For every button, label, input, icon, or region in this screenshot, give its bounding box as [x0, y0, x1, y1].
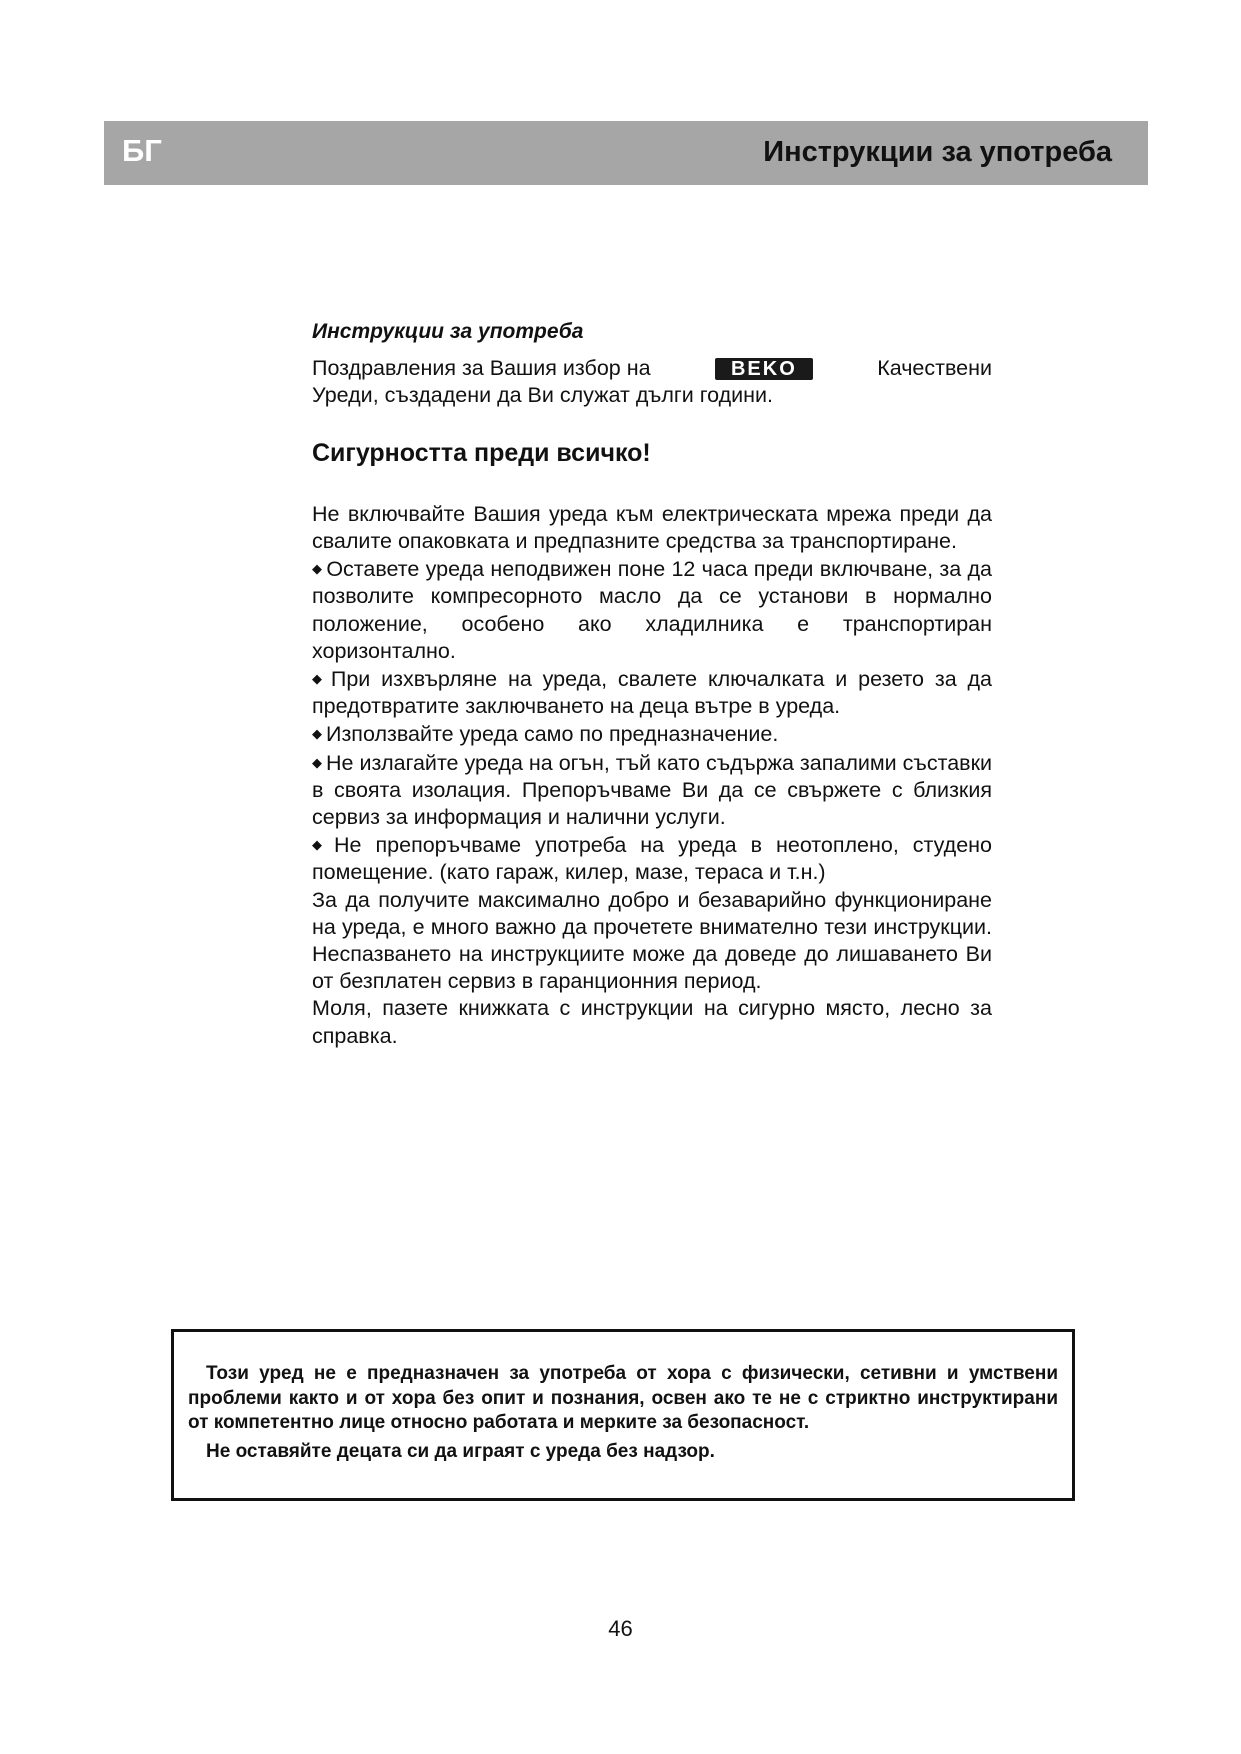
bullet-diamond-icon: ◆ — [312, 837, 331, 853]
bullet-diamond-icon: ◆ — [312, 754, 323, 770]
paragraph-connection: Не включвайте Вашия уреда към електрическата мрежа преди да свалите опаковката и предпазните средства за транспортиране. — [312, 501, 992, 554]
brand-logo: BEKO — [715, 358, 813, 380]
list-item: ◆ Използвайте уреда само по предназначение. — [312, 722, 779, 747]
language-code: БГ — [122, 133, 162, 168]
list-item: ◆ Оставете уреда неподвижен поне 12 часа преди включване, за да позволите компресорното масло да се установи в нормално положение, особено ако хладилника е транспортиран хоризонтално. — [312, 557, 993, 663]
warning-text: Този уред не е предназначен за употреба от хора с физически, сетивни и умствени проблеми както и от хора без опит и познания, освен ако те не с стриктно инструктирани от компетентно лице относно работата и мерките за безопасност. — [188, 1363, 1058, 1433]
bullet-diamond-icon: ◆ — [312, 561, 323, 577]
bullet-diamond-icon: ◆ — [312, 726, 322, 742]
bullet-diamond-icon: ◆ — [312, 671, 327, 687]
intro-part2: Качествени — [877, 356, 992, 381]
intro-line2: Уреди, създадени да Ви служат дълги години. — [312, 383, 773, 408]
page-number: 46 — [608, 1616, 633, 1641]
document-subtitle: Инструкции за употреба — [312, 320, 584, 343]
intro-part1: Поздравления за Вашия избор на — [312, 356, 651, 381]
main-content — [312, 318, 992, 1050]
header-bar — [104, 121, 1148, 185]
list-item: ◆ Не препоръчваме употреба на уреда в неотоплено, студено помещение. (като гараж, килер, мазе, тераса и т.н.) — [312, 833, 993, 885]
list-item: ◆ Не излагайте уреда на огън, тъй като съдържа запалими съставки в своята изолация. Препоръчваме Ви да се свържете с близкия сервиз за информация и налични услуги. — [312, 750, 992, 830]
list-item: ◆ При изхвърляне на уреда, свалете ключалката и резето за да предотвратите заключването на деца вътре в уреда. — [312, 667, 992, 719]
warning-box — [171, 1329, 1075, 1501]
warning-children-text: Не оставяйте децата си да играят с уреда без надзор. — [206, 1440, 715, 1462]
section-heading: Сигурността преди всичко! — [312, 438, 651, 467]
paragraph-instructions: За да получите максимално добро и безаварийно функциониране на уреда, е много важно да прочетете внимателно тези инструкции. Неспазването на инструкциите може да доведе до лишаването Ви от безплатен сервиз в гаранционния период. — [312, 887, 992, 994]
intro-text — [312, 355, 992, 409]
paragraph-keep-manual: Моля, пазете книжката с инструкции на сигурно място, лесно за справка. — [312, 996, 992, 1048]
header-title: Инструкции за употреба — [763, 136, 1112, 168]
